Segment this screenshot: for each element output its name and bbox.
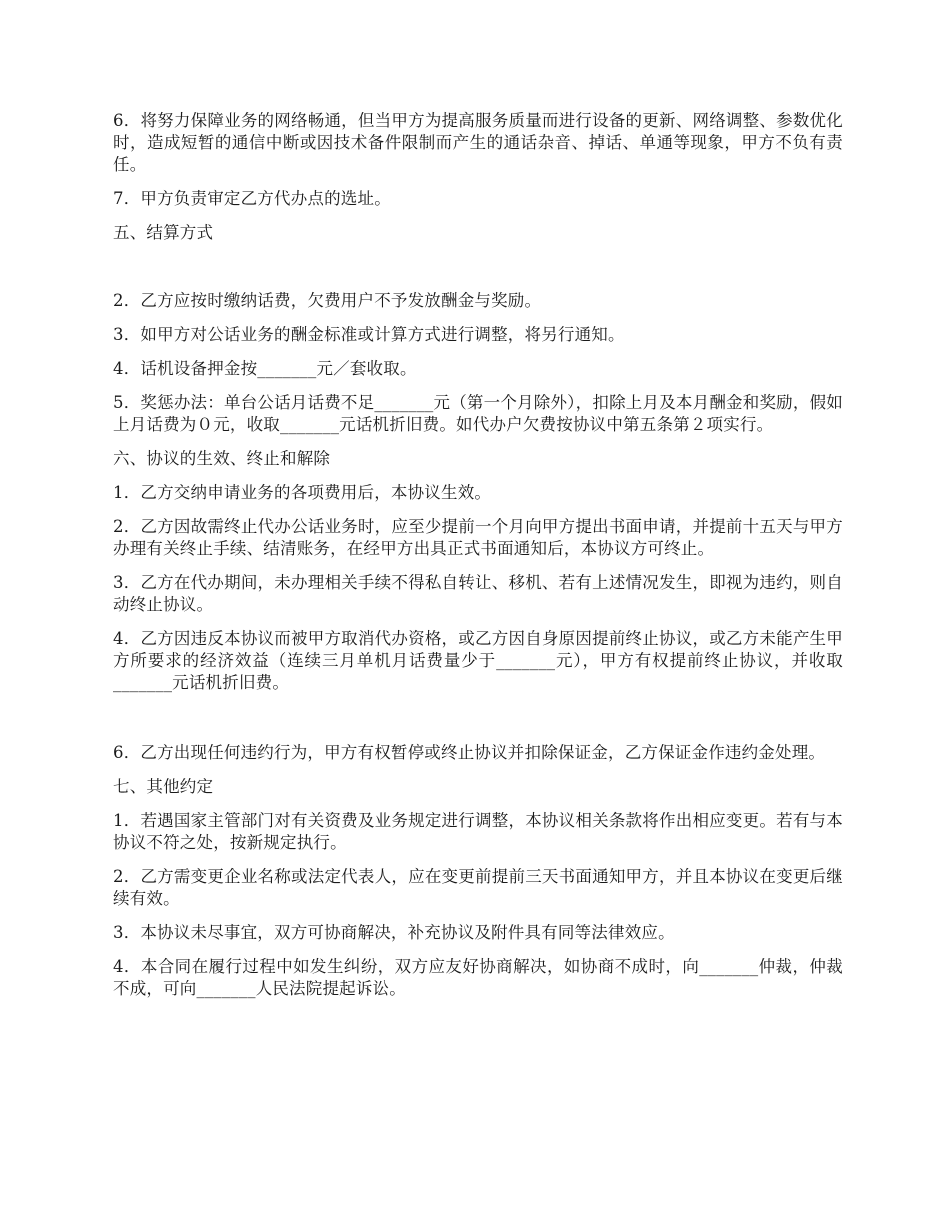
document-body <box>113 110 843 1012</box>
clause-paragraph: 1．若遇国家主管部门对有关资费及业务规定进行调整，本协议相关条款将作出相应变更。若有与本协议不符之处，按新规定执行。 <box>113 811 843 852</box>
section-heading: 七、其他约定 <box>113 777 214 796</box>
clause-paragraph: 3．本协议未尽事宜，双方可协商解决，补充协议及附件具有同等法律效应。 <box>113 923 675 942</box>
clause-paragraph: 5．奖惩办法：单台公话月话费不足_______元（第一个月除外），扣除上月及本月酬金和奖励，假如上月话费为０元，收取_______元话机折旧费。如代办户欠费按协议中第五条第２项实行。 <box>113 393 843 434</box>
clause-paragraph: 7．甲方负责审定乙方代办点的选址。 <box>113 189 391 208</box>
clause-paragraph: 4．本合同在履行过程中如发生纠纷，双方应友好协商解决，如协商不成时，向_______仲裁，仲裁不成，可向_______人民法院提起诉讼。 <box>113 957 843 998</box>
clause-paragraph: 3．乙方在代办期间，未办理相关手续不得私自转让、移机、若有上述情况发生，即视为违约，则自动终止协议。 <box>113 573 843 614</box>
clause-paragraph: 4．话机设备押金按_______元／套收取。 <box>113 359 417 378</box>
clause-paragraph: 3．如甲方对公话业务的酬金标准或计算方式进行调整，将另行通知。 <box>113 325 625 344</box>
blank-gap <box>113 256 843 290</box>
clause-paragraph: 2．乙方应按时缴纳话费，欠费用户不予发放酬金与奖励。 <box>113 291 542 310</box>
clause-paragraph: 2．乙方因故需终止代办公话业务时，应至少提前一个月向甲方提出书面申请，并提前十五天与甲方办理有关终止手续、结清账务，在经甲方出具正式书面通知后，本协议方可终止。 <box>113 517 843 558</box>
section-heading: 六、协议的生效、终止和解除 <box>113 449 331 468</box>
clause-paragraph: 6．乙方出现任何违约行为，甲方有权暂停或终止协议并扣除保证金，乙方保证金作违约金处理。 <box>113 743 826 762</box>
blank-gap <box>113 706 843 742</box>
section-heading: 五、结算方式 <box>113 223 214 242</box>
clause-paragraph: 2．乙方需变更企业名称或法定代表人，应在变更前提前三天书面通知甲方，并且本协议在变更后继续有效。 <box>113 867 843 908</box>
clause-paragraph: 1．乙方交纳申请业务的各项费用后，本协议生效。 <box>113 483 492 502</box>
clause-paragraph: 6．将努力保障业务的网络畅通，但当甲方为提高服务质量而进行设备的更新、网络调整、参数优化时，造成短暂的通信中断或因技术备件限制而产生的通话杂音、掉话、单通等现象，甲方不负有责任。 <box>113 111 843 174</box>
clause-paragraph: 4．乙方因违反本协议而被甲方取消代办资格，或乙方因自身原因提前终止协议，或乙方未能产生甲方所要求的经济效益（连续三月单机月话费量少于_______元），甲方有权提前终止协议，并收取_______元话机折旧费。 <box>113 629 843 692</box>
